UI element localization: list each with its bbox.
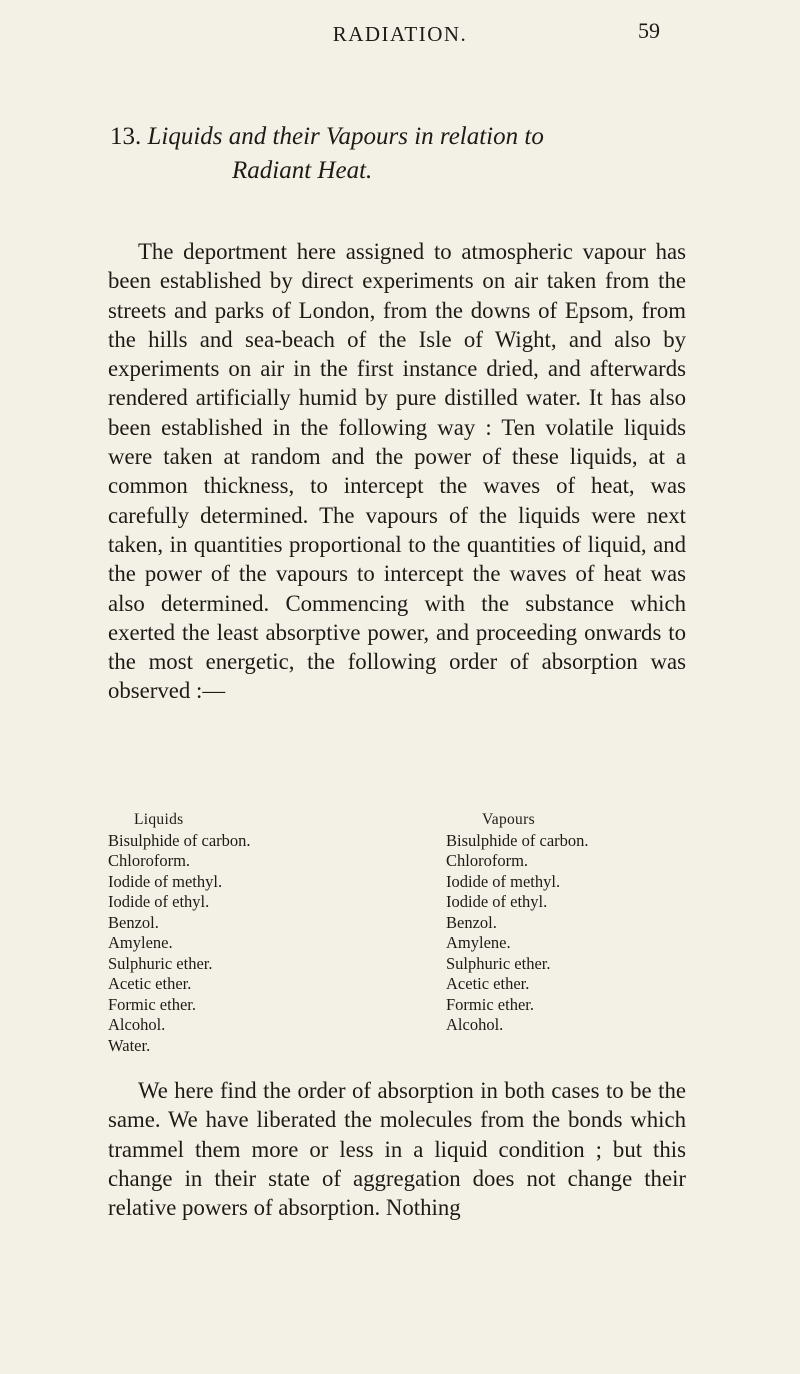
vapours-column xyxy=(446,810,696,1036)
vapour-item: Iodide of methyl. xyxy=(446,871,561,891)
vapour-item: Sulphuric ether. xyxy=(446,953,551,973)
liquid-item: Alcohol. xyxy=(108,1015,166,1034)
section-heading xyxy=(110,120,750,188)
liquid-item: Sulphuric ether. xyxy=(108,953,213,973)
vapour-item: Iodide of ethyl. xyxy=(446,892,548,911)
running-head xyxy=(0,10,800,50)
liquid-item: Bisulphide of carbon. xyxy=(108,830,251,850)
section-number: 13. xyxy=(110,123,142,150)
liquid-item: Acetic ether. xyxy=(108,974,192,993)
vapours-column-header: Vapours xyxy=(482,811,535,828)
running-title: RADIATION. xyxy=(332,22,468,46)
section-title-line-1: Liquids and their Vapours in relation to xyxy=(147,123,544,150)
liquid-item: Iodide of methyl. xyxy=(108,871,223,891)
liquids-column xyxy=(108,810,398,1056)
vapour-item: Chloroform. xyxy=(446,851,529,870)
section-title-line-2: Radiant Heat. xyxy=(232,157,373,184)
vapour-item: Acetic ether. xyxy=(446,974,530,993)
vapour-item: Formic ether. xyxy=(446,994,534,1014)
liquid-item: Benzol. xyxy=(108,912,159,932)
liquid-item: Amylene. xyxy=(108,933,173,952)
liquid-item: Water. xyxy=(108,1035,151,1055)
paragraph-2: We here find the order of absorption in both cases to be the same. We have liberated the molecules from the bonds which trammel them more or less in a liquid condition ; but this change in their state of aggregation does not change their relative powers of absorption. Nothing xyxy=(108,1078,686,1221)
vapour-item: Benzol. xyxy=(446,912,497,932)
liquid-item: Formic ether. xyxy=(108,994,196,1014)
vapour-item: Amylene. xyxy=(446,933,511,952)
liquids-column-header: Liquids xyxy=(134,811,184,828)
liquid-item: Chloroform. xyxy=(108,851,191,870)
liquid-item: Iodide of ethyl. xyxy=(108,892,210,911)
paragraph-1: The deportment here assigned to atmospheric vapour has been established by direct experiments on air taken from the streets and parks of London, from the downs of Epsom, from the hills and sea-beach of the Isle of Wight, and also by experiments on air in the first instance dried, and afterwards rendered artificially humid by pure distilled water. It has also been established in the following way : Ten volatile liquids were taken at random and the power of these liquids, at a common thickness, to intercept the waves of heat, was carefully determined. The vapours of the liquids were next taken, in quantities proportional to the quantities of liquid, and the power of the vapours to intercept the waves of heat was also determined. Commencing with the substance which exerted the least absorptive power, and proceeding onwards to the most energetic, the following order of absorption was observed :— xyxy=(108,239,686,704)
page-number: 59 xyxy=(638,18,660,43)
vapour-item: Bisulphide of carbon. xyxy=(446,830,589,850)
vapour-item: Alcohol. xyxy=(446,1015,504,1034)
